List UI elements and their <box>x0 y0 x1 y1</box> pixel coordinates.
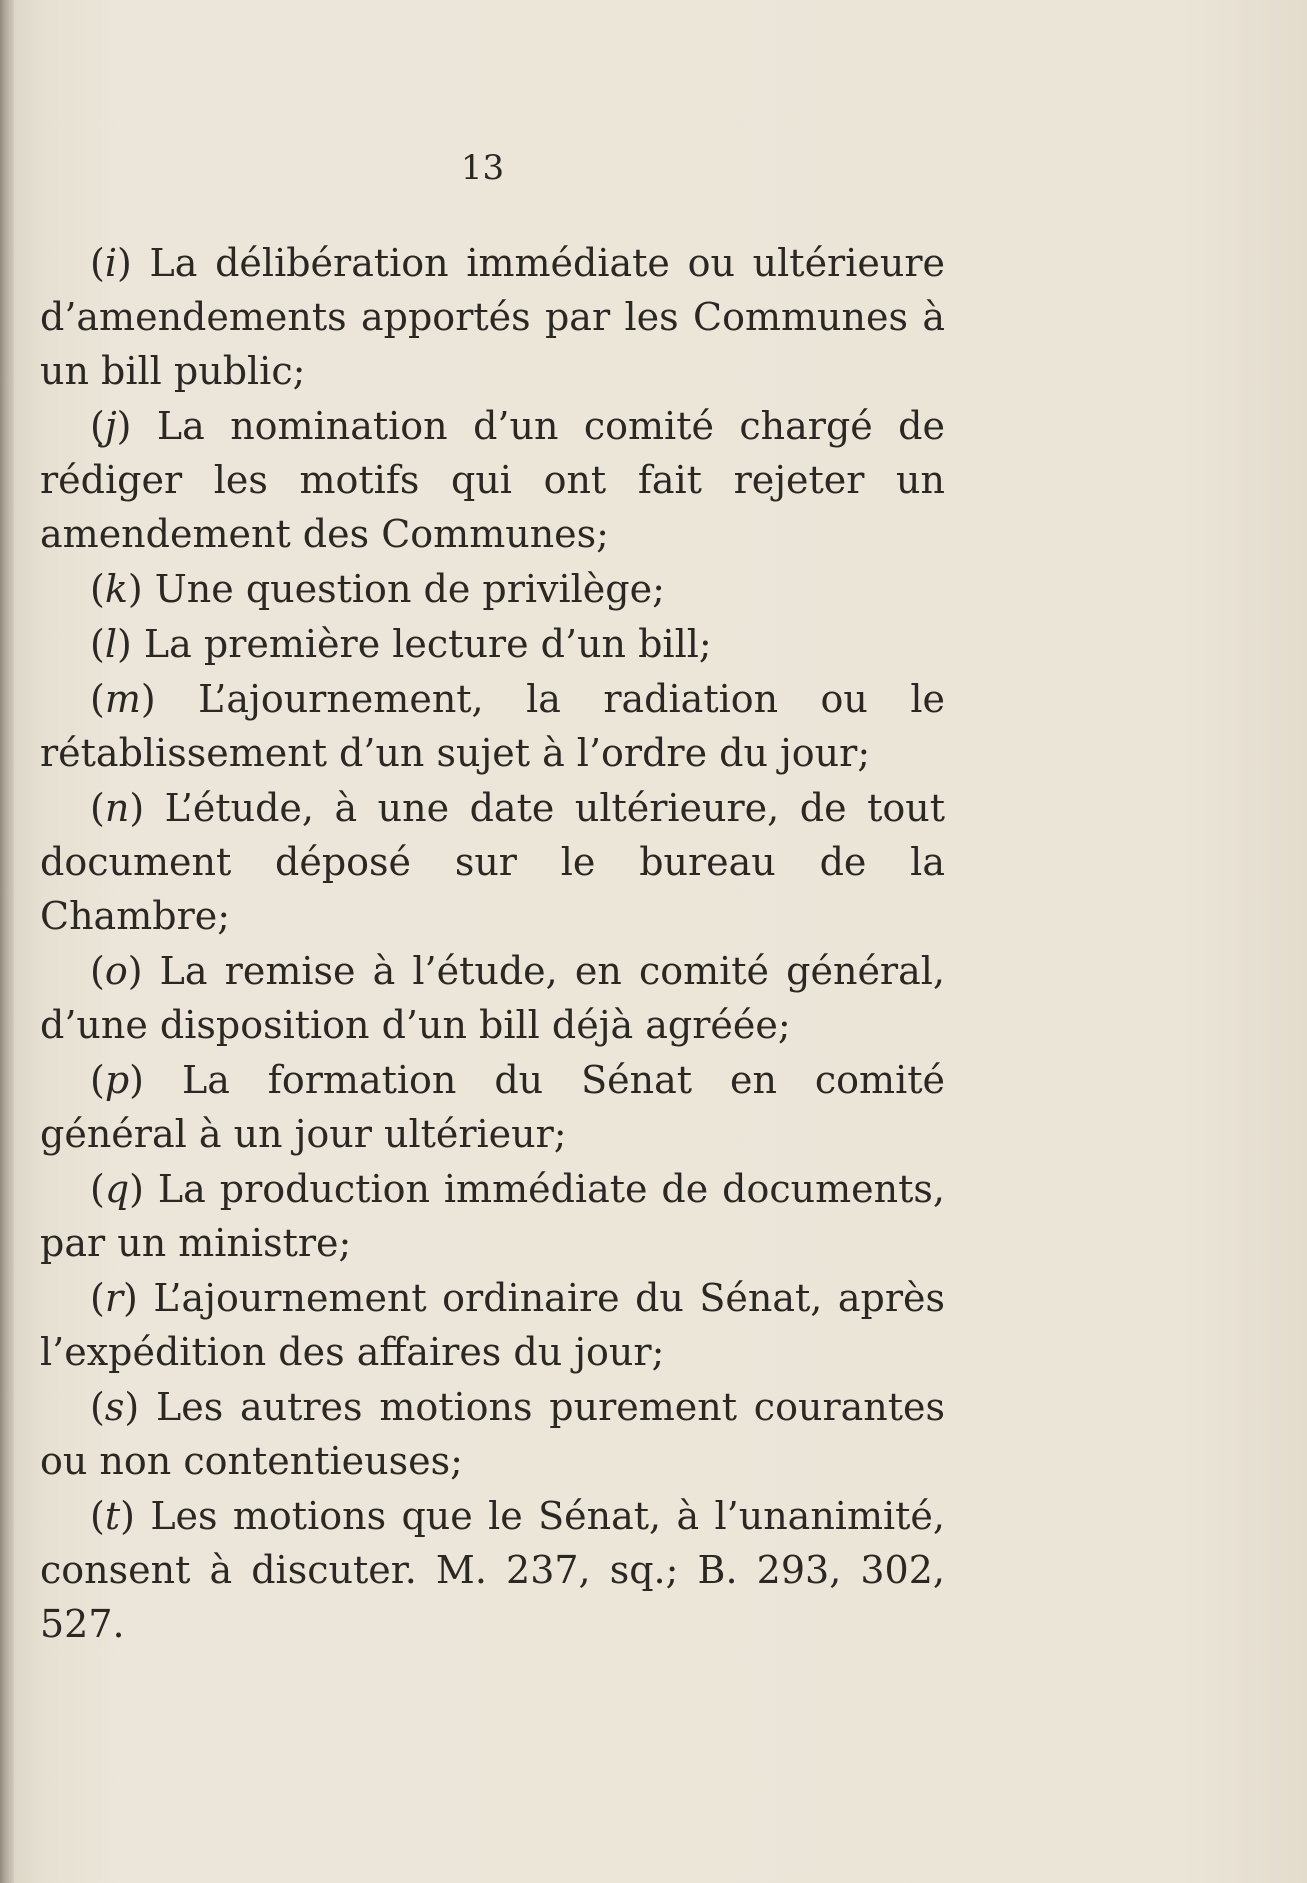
list-item: (i) La délibération immédiate ou ultérieure d’amendements apportés par les Communes à un bill public; <box>40 241 945 393</box>
page-number: 13 <box>460 148 505 188</box>
list-item: (j) La nomination d’un comité chargé de rédiger les motifs qui ont fait rejeter un amendement des Communes; <box>40 404 945 556</box>
list-item: (m) L’ajournement, la radiation ou le rétablissement d’un sujet à l’ordre du jour; <box>40 677 945 775</box>
list-item: (n) L’étude, à une date ultérieure, de tout document déposé sur le bureau de la Chambre; <box>40 786 945 938</box>
list-item: (l) La première lecture d’un bill; <box>90 622 712 666</box>
list-item: (t) Les motions que le Sénat, à l’unanimité, consent à discuter. M. 237, sq.; B. 293, 302, 527. <box>40 1494 945 1646</box>
citation: M. 237, sq.; B. 293, 302, 527. <box>40 1548 945 1646</box>
list-item: (q) La production immédiate de documents, par un ministre; <box>40 1167 945 1265</box>
list-item: (o) La remise à l’étude, en comité général, d’une disposition d’un bill déjà agréée; <box>40 949 945 1047</box>
book-gutter <box>0 0 14 1883</box>
list-item: (p) La formation du Sénat en comité général à un jour ultérieur; <box>40 1058 945 1156</box>
page-body <box>40 236 945 1652</box>
list-item: (k) Une question de privilège; <box>90 567 665 611</box>
list-item: (s) Les autres motions purement courantes ou non contentieuses; <box>40 1385 945 1483</box>
list-item: (r) L’ajournement ordinaire du Sénat, après l’expédition des affaires du jour; <box>40 1276 945 1374</box>
